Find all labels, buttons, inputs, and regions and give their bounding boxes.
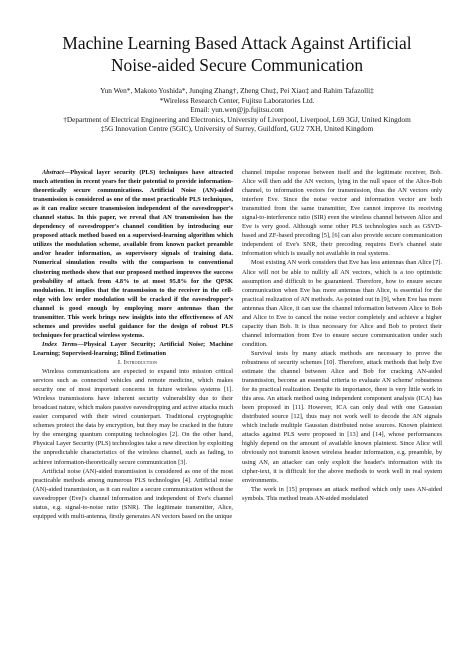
body-paragraph: Survival tests by many attack methods are necessary to prove the robustness of security schemes [10]. Therefore, attack methods that help Eve estimate the channel between Alice and Bob for cracking AN-aided transmission, become an essential criteria to evaluate AN scheme' robustness for its practical realization. Despite its importance, there is very little work in this area. An attack method using independent component analysis (ICA) has been proposed in [11]. However, ICA can only deal with one Gaussian distributed source [12], thus may not work well to decode the AN signals which include multiple Gaussian distributed noise sources. Known plaintext attacks against PLS were proposed in [13] and [14], whose performances highly depend on the amount of available known plaintext. Since Alice will obviously not transmit known wireless header information, e.g. preamble, by using AN, an attacker can only exploit the header's information with its cipher-text, it is difficult for the above methods to work well in real system environments. <box>242 349 442 484</box>
affiliation-1-email: Email: yun.wen@jp.fujitsu.com <box>190 105 284 115</box>
body-paragraph: Wireless communications are expected to expand into mission critical services such as connected vehicles and remote medicine, which makes security one of most important concerns in future wireless systems [1]. Wireless transmissions have inherent security vulnerability due to their broadcast nature, which makes passive eavesdropping and active attacks much easier compared with their wired counterpart. Traditional cryptographic schemes protect the data by encryption, but they may be cracked in the future by the emerging quantum computing technologies [2]. On the other hand, Physical Layer Security (PLS) technologies take a new direction by exploiting the unpredictable characteristics of the wireless channel, such as fading, to achieve information-theoretically secure communication [3]. <box>33 368 233 466</box>
author-block <box>10 86 464 134</box>
index-terms-text: —Physical Layer Security; Artificial Noise; Machine Learning; Supervised-learning; Blind Estimation <box>33 340 233 357</box>
author-names: Yun Wen*, Makoto Yoshida*, Junqing Zhang†, Zheng Chu‡, Pei Xiao‡ and Rahim Tafazolli‡ <box>100 86 374 95</box>
abstract-label: Abstract <box>42 169 64 176</box>
body-paragraph: The work in [15] proposes an attack method which only uses AN-aided symbols. This method treats AN-aided modulated <box>242 485 442 502</box>
body-paragraph: Artificial noise (AN)-aided transmission is considered as one of the most practicable methods among numerous PLS technologies [4]. Artificial noise (AN)-aided transmission, as it can realize a secure communication without the eavesdropper (Eve)'s channel information and independent of Eve's channel status, e.g. signal-to-noise ratio (SNR). The legitimate transmitter, Alice, equipped with multi-antenna, firstly generates AN vectors based on the unique <box>33 467 233 520</box>
title-line-2: Noise-aided Secure Communication <box>110 55 364 75</box>
index-terms-label: Index Terms <box>42 340 78 348</box>
affiliation-2: †Department of Electrical Engineering and Electronics, University of Liverpool, Liverpool, L69 3GJ, United Kingdom <box>63 114 411 124</box>
paper-title <box>20 32 454 76</box>
title-line-1: Machine Learning Based Attack Against Artificial <box>62 33 412 53</box>
abstract-text: —Physical layer security (PLS) techniques have attracted much attention in recent years for their potential to provide information-theoretically secure communications. Artificial Noise (AN)-aided transmission is considered as one of the most practicable PLS techniques, as it can realize secure transmission independent of the eavesdropper's channel status. In this paper, we reveal that AN transmission has the dependency of eavesdropper's channel condition by introducing our proposed attack method based on a supervised-learning algorithm which utilizes the modulation scheme, available from known packet preamble and/or header information, as supervisory signals of training data. Numerical simulation results with the comparison to conventional clustering methods show that our proposed method improves the success probability of attack from 4.8% to at most 95.8% for the QPSK modulation. It implies that the transmission to the receiver in the cell-edge with low order modulation will be cracked if the eavesdropper's channel is good enough by employing more antennas than the transmitter. This work brings new insights into the effectiveness of AN schemes and provides useful guidance for the design of robust PLS techniques for practical wireless systems. <box>33 169 233 339</box>
left-column <box>33 168 233 521</box>
right-column <box>242 168 442 503</box>
body-paragraph: channel impulse response between itself and the legitimate receiver, Bob. Alice will then add the AN vectors, lying in the null space of the Alice-Bob channel, to information vectors for transmission, thus the AN vectors only interfere Eve. Since the noise vector and information vector are both transmitted from the same transmitter, Eve cannot improve its receiving signal-to-interference ratio (SIR) even the wireless channel between Alice and Eve is very good. Although some other PLS technologies such as GSVD-based and ZF-based precoding [5], [6] can also provide secure communication independent of Eve's SNR, their precoding requires Eve's channel state information which is usually not available in real systems. <box>242 169 442 258</box>
affiliation-3: ‡5G Innovation Centre (5GIC), University of Surrey, Guildford, GU2 7XH, United Kingdom <box>100 124 374 134</box>
index-terms <box>33 340 233 358</box>
abstract <box>33 168 233 340</box>
body-paragraph: Most existing AN work considers that Eve has less antennas than Alice [7]. Alice will not be able to nullify all AN vectors, which is a too optimistic assumption and difficult to be guaranteed. Therefore, how to ensure secure communication when Eve has more antennas than Alice, is essential for the practical realization of AN methods. As pointed out in [9], when Eve has more antennas than Alice, it can use the channel information between Alice to Bob and Alice to Eve to cancel the noise vector completely and achieve a higher capacity than Bob. It is thus necessary for Alice and Bob to protect their channel information from Eve to ensure secure communication under such condition. <box>242 259 442 348</box>
affiliation-1: *Wireless Research Center, Fujitsu Laboratories Ltd. <box>159 95 315 105</box>
section-heading-introduction: I. Introduction <box>117 358 158 366</box>
